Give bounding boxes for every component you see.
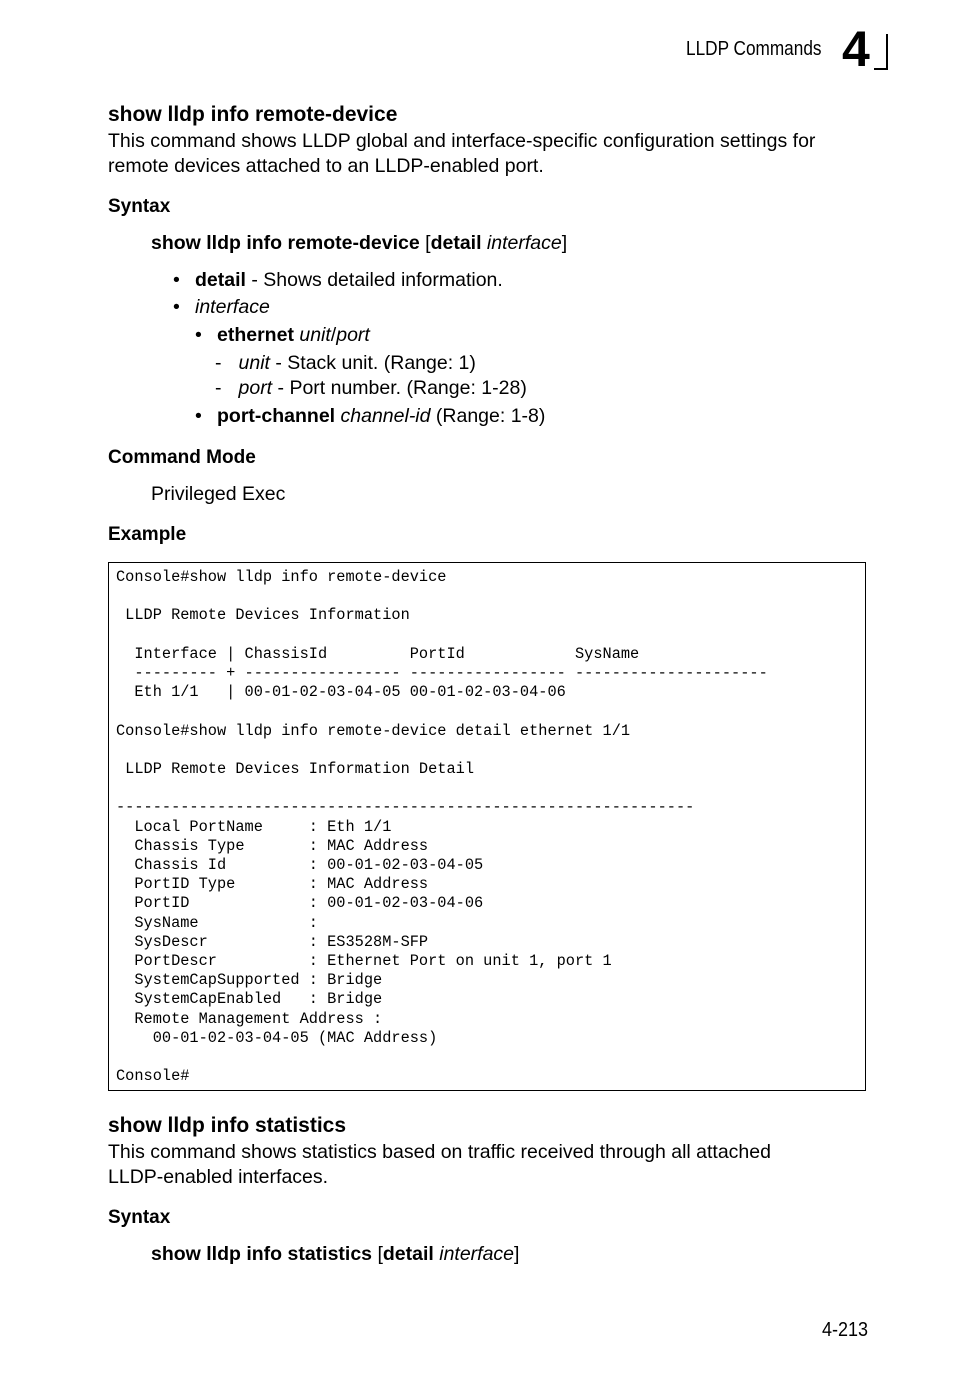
param-argument: port	[238, 377, 273, 399]
bullet-icon: •	[173, 296, 180, 318]
syntax-line	[151, 1243, 519, 1266]
param-port	[215, 377, 527, 400]
syntax-heading: Syntax	[108, 1207, 171, 1228]
chapter-number: 4	[842, 21, 870, 77]
description-line: This command shows statistics based on traffic received through all attached	[108, 1141, 771, 1163]
syntax-command: show lldp info statistics	[151, 1243, 373, 1265]
param-interface	[173, 296, 270, 319]
bullet-icon: •	[195, 324, 202, 346]
param-desc: - Port number. (Range: 1-28)	[272, 377, 527, 399]
syntax-bracket: ]	[514, 1243, 520, 1265]
description-line: This command shows LLDP global and interface-specific configuration settings for	[108, 130, 816, 152]
syntax-line	[151, 232, 567, 255]
syntax-bracket: [	[372, 1243, 383, 1265]
bullet-icon: •	[195, 405, 202, 427]
syntax-keyword: detail	[430, 232, 482, 254]
dash-marker: -	[215, 352, 222, 374]
syntax-keyword: detail	[382, 1243, 434, 1265]
param-argument: port	[336, 324, 370, 346]
syntax-heading: Syntax	[108, 196, 171, 217]
param-detail	[173, 269, 503, 292]
param-argument: unit	[293, 324, 331, 346]
section-heading-statistics: show lldp info statistics	[108, 1114, 347, 1137]
section-heading-remote-device: show lldp info remote-device	[108, 103, 398, 126]
param-argument: interface	[195, 296, 270, 318]
param-keyword: port-channel	[217, 405, 336, 427]
param-argument: unit	[238, 352, 270, 374]
param-port-channel	[195, 405, 546, 428]
section-description	[108, 1140, 771, 1190]
syntax-argument: interface	[433, 1243, 515, 1265]
param-desc: - Shows detailed information.	[245, 269, 503, 291]
command-mode-heading: Command Mode	[108, 447, 256, 468]
header-rule	[886, 34, 888, 70]
param-keyword: ethernet	[217, 324, 294, 346]
param-keyword: detail	[195, 269, 246, 291]
command-mode-value: Privileged Exec	[151, 483, 286, 505]
example-code-box	[108, 562, 866, 1091]
page-number: 4-213	[822, 1319, 869, 1341]
param-argument: channel-id	[335, 405, 431, 427]
syntax-bracket: ]	[561, 232, 568, 254]
param-desc: - Stack unit. (Range: 1)	[269, 352, 476, 374]
bullet-icon: •	[173, 269, 180, 291]
running-header: LLDP Commands	[685, 38, 821, 60]
syntax-command: show lldp info remote-device	[151, 232, 420, 254]
syntax-bracket: [	[419, 232, 431, 254]
example-heading: Example	[108, 524, 187, 545]
param-unit	[215, 352, 476, 375]
param-desc: (Range: 1-8)	[430, 405, 546, 427]
example-code: Console#show lldp info remote-device LLDP Remote Devices Information Interface | ChassisId PortId SysName --------- + ----------------- ----------------- --------------------- Eth 1/1 | 00-01-02-03-04-05 00-01-02-03-04-06 Console#show lldp info remote-device detail ethernet 1/1 LLDP Remote Devices Information Detail --------------------------------------------------------------- Local PortName : Eth 1/1 Chassis Type : MAC Address Chassis Id : 00-01-02-03-04-05 PortID Type : MAC Address PortID : 00-01-02-03-04-06 SysName : SysDescr : ES3528M-SFP PortDescr : Ethernet Port on unit 1, port 1 SystemCapSupported : Bridge SystemCapEnabled : Bridge Remote Management Address : 00-01-02-03-04-05 (MAC Address) Console#	[116, 568, 768, 1086]
param-separator: /	[330, 324, 337, 346]
dash-marker: -	[215, 377, 222, 399]
header-rule-tick	[874, 68, 888, 70]
description-line: LLDP-enabled interfaces.	[108, 1166, 329, 1188]
section-description	[108, 129, 815, 179]
description-line: remote devices attached to an LLDP-enabled port.	[108, 155, 544, 177]
syntax-argument: interface	[481, 232, 562, 254]
param-ethernet	[195, 324, 370, 347]
